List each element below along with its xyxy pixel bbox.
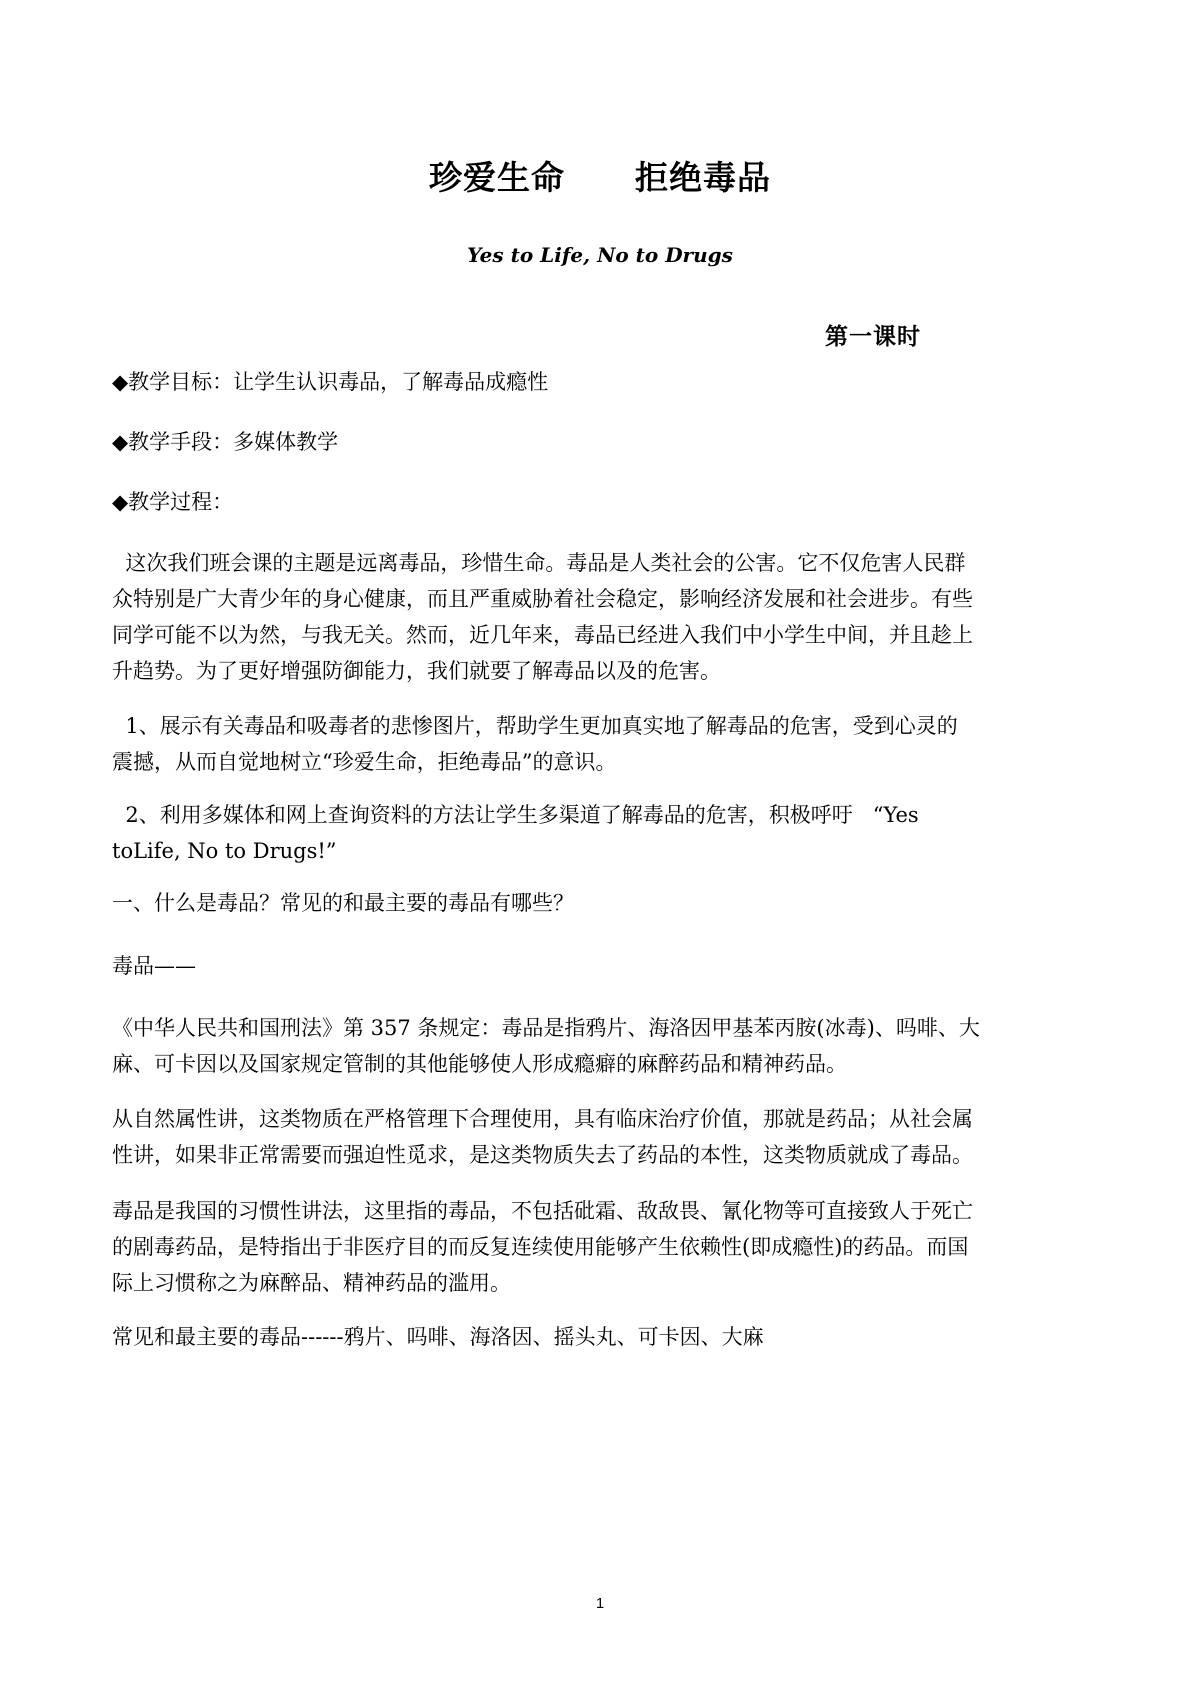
common-drugs: 常见和最主要的毒品------鸦片、吗啡、海洛因、摇头丸、可卡因、大麻 [112, 1325, 764, 1349]
item-1-line: 震撼，从而自觉地树立“珍爱生命，拒绝毒品”的意识。 [112, 750, 617, 774]
intro-line: 这次我们班会课的主题是远离毒品，珍惜生命。毒品是人类社会的公害。它不仅危害人民群 [112, 551, 966, 575]
nature-line: 性讲，如果非正常需要而强迫性觅求，是这类物质失去了药品的本性，这类物质就成了毒品。 [112, 1143, 973, 1167]
habit-line: 际上习惯称之为麻醉品、精神药品的滥用。 [112, 1271, 511, 1295]
item-1-line: 1、展示有关毒品和吸毒者的悲惨图片，帮助学生更加真实地了解毒品的危害，受到心灵的 [112, 714, 958, 738]
lesson-label: 第一课时 [825, 324, 921, 350]
page-number: 1 [595, 1595, 605, 1612]
law-paragraph [112, 1010, 1102, 1082]
section-1-heading: 一、什么是毒品？常见的和最主要的毒品有哪些？ [112, 891, 574, 915]
title-part-2: 拒绝毒品 [635, 158, 771, 197]
drug-label: 毒品—— [112, 954, 196, 978]
item-2-paragraph [112, 797, 1102, 869]
nature-paragraph [112, 1101, 1102, 1173]
law-line: 《中华人民共和国刑法》第 357 条规定：毒品是指鸦片、海洛因甲基苯丙胺(冰毒)、吗啡、大 [112, 1016, 980, 1040]
item-1-paragraph [112, 708, 1102, 780]
nature-line: 从自然属性讲，这类物质在严格管理下合理使用，具有临床治疗价值，那就是药品；从社会属 [112, 1107, 973, 1131]
intro-line: 升趋势。为了更好增强防御能力，我们就要了解毒品以及的危害。 [112, 659, 721, 683]
teaching-process: ◆教学过程： [112, 490, 234, 514]
teaching-method: ◆教学手段：多媒体教学 [112, 430, 339, 454]
teaching-objective: ◆教学目标：让学生认识毒品，了解毒品成瘾性 [112, 370, 549, 394]
habit-paragraph [112, 1193, 1102, 1301]
habit-line: 毒品是我国的习惯性讲法，这里指的毒品，不包括砒霜、敌敌畏、氰化物等可直接致人于死亡 [112, 1199, 973, 1223]
habit-line: 的剧毒药品，是特指出于非医疗目的而反复连续使用能够产生依赖性(即成瘾性)的药品。而国 [112, 1235, 969, 1259]
law-line: 麻、可卡因以及国家规定管制的其他能够使人形成瘾癖的麻醉药品和精神药品。 [112, 1052, 847, 1076]
page-subtitle: Yes to Life, No to Drugs [467, 243, 733, 267]
page-title [0, 152, 1200, 199]
item-2-line: 2、利用多媒体和网上查询资料的方法让学生多渠道了解毒品的危害，积极呼吁 “Yes [112, 803, 919, 827]
intro-line: 众特别是广大青少年的身心健康，而且严重威胁着社会稳定，影响经济发展和社会进步。有些 [112, 587, 973, 611]
title-part-1: 珍爱生命 [429, 158, 565, 197]
intro-paragraph [112, 545, 1102, 689]
item-2-line: toLife, No to Drugs!” [112, 839, 337, 863]
intro-line: 同学可能不以为然，与我无关。然而，近几年来，毒品已经进入我们中小学生中间，并且趁上 [112, 623, 973, 647]
